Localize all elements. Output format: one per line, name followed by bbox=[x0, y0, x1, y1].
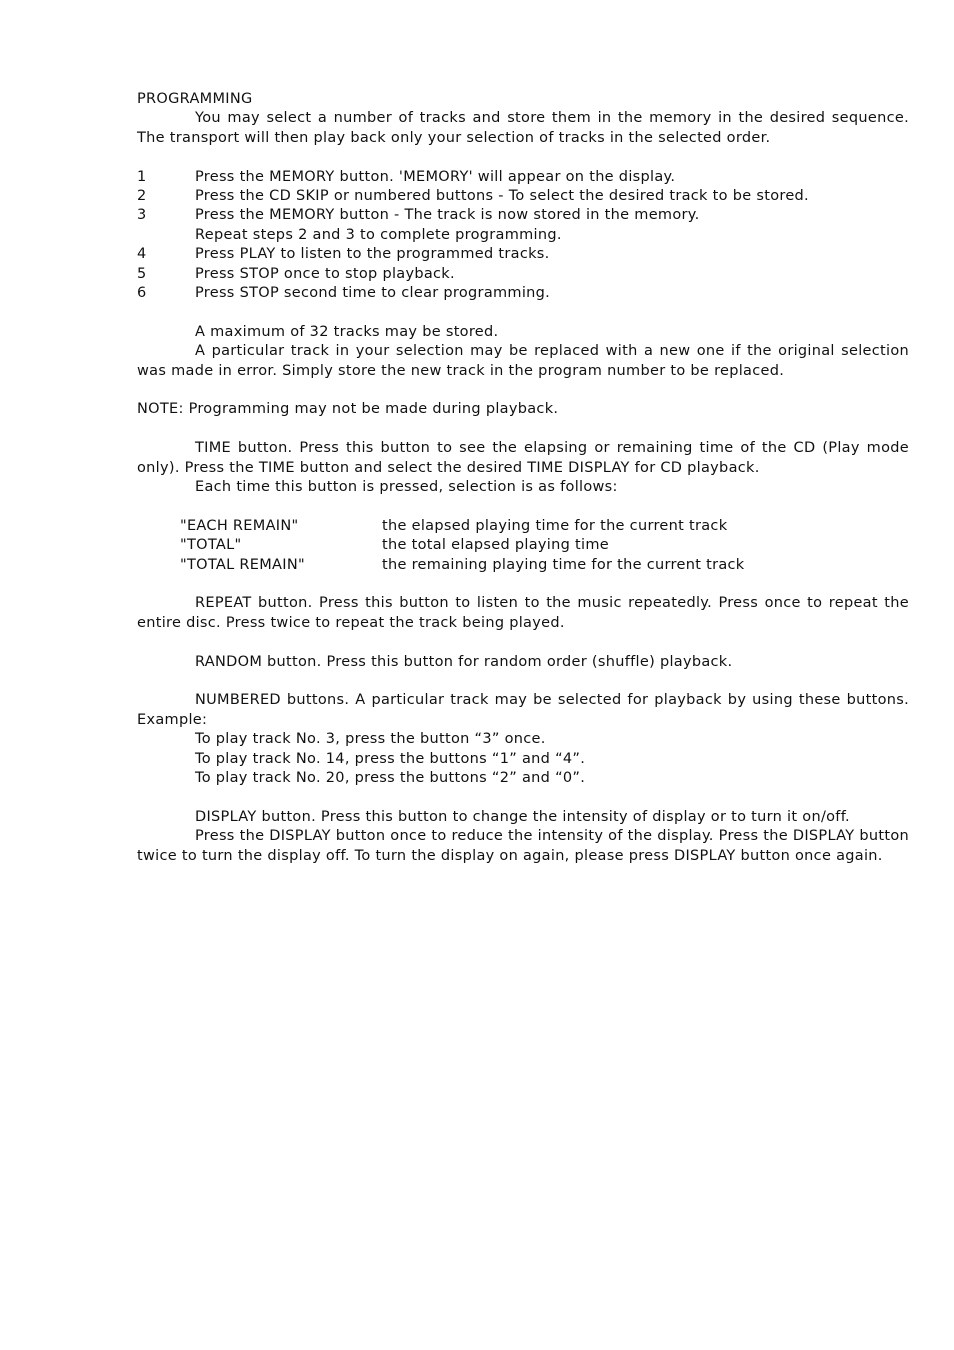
example-line: To play track No. 3, press the button “3” once. bbox=[195, 731, 546, 748]
random-button-paragraph: RANDOM button. Press this button for random order (shuffle) playback. bbox=[195, 653, 733, 670]
time-button-paragraph: TIME button. Press this button to see the elapsing or remaining time of the CD (Play mode only). Press the TIME button and select the desired TIME DISPLAY for CD playback. bbox=[137, 440, 909, 476]
intro-paragraph: You may select a number of tracks and store them in the memory in the desired sequence. The transport will then play back only your selection of tracks in the selected order. bbox=[137, 110, 909, 146]
display-detail-paragraph: Press the DISPLAY button once to reduce the intensity of the display. Press the DISPLAY button twice to turn the display off. To turn the display on again, please press DISPLAY button once again. bbox=[137, 828, 909, 864]
step-number: 1 bbox=[137, 168, 147, 185]
step-text: Press the CD SKIP or numbered buttons - To select the desired track to be stored. bbox=[195, 188, 809, 205]
time-mode-description: the remaining playing time for the current track bbox=[382, 556, 745, 573]
time-mode-label: "EACH REMAIN" bbox=[180, 517, 299, 534]
step-text: Repeat steps 2 and 3 to complete programming. bbox=[195, 226, 562, 243]
step-list bbox=[137, 168, 909, 304]
time-selection-intro: Each time this button is pressed, selection is as follows: bbox=[195, 479, 618, 496]
step-number: 5 bbox=[137, 265, 147, 282]
step-text: Press the MEMORY button. 'MEMORY' will appear on the display. bbox=[195, 168, 676, 185]
numbered-buttons-paragraph: NUMBERED buttons. A particular track may be selected for playback by using these buttons. Example: bbox=[137, 692, 909, 728]
programming-note: NOTE: Programming may not be made during playback. bbox=[137, 401, 559, 418]
section-heading: PROGRAMMING bbox=[137, 91, 253, 107]
example-line: To play track No. 14, press the buttons “1” and “4”. bbox=[195, 750, 586, 767]
step-number: 2 bbox=[137, 188, 147, 205]
step-text: Press STOP second time to clear programming. bbox=[195, 285, 551, 302]
step-text: Press the MEMORY button - The track is now stored in the memory. bbox=[195, 207, 700, 224]
step-text: Press STOP once to stop playback. bbox=[195, 265, 455, 282]
time-mode-description: the total elapsed playing time bbox=[382, 537, 609, 554]
time-mode-label: "TOTAL" bbox=[180, 537, 242, 554]
example-line: To play track No. 20, press the buttons “2” and “0”. bbox=[195, 770, 586, 787]
time-mode-description: the elapsed playing time for the current track bbox=[382, 517, 728, 534]
step-item bbox=[137, 245, 909, 264]
step-number bbox=[137, 226, 195, 245]
step-item bbox=[137, 206, 909, 225]
step-item bbox=[137, 265, 909, 284]
step-item bbox=[137, 226, 909, 245]
step-number: 4 bbox=[137, 246, 147, 263]
step-number: 6 bbox=[137, 285, 147, 302]
time-mode-label: "TOTAL REMAIN" bbox=[180, 556, 305, 573]
time-mode-table bbox=[137, 517, 909, 575]
time-mode-row bbox=[180, 517, 909, 536]
step-item bbox=[137, 187, 909, 206]
manual-page bbox=[137, 90, 909, 866]
step-number: 3 bbox=[137, 207, 147, 224]
display-button-paragraph: DISPLAY button. Press this button to change the intensity of display or to turn it on/off. bbox=[195, 808, 850, 825]
step-item bbox=[137, 168, 909, 187]
time-mode-row bbox=[180, 536, 909, 555]
max-tracks-note: A maximum of 32 tracks may be stored. bbox=[195, 323, 499, 340]
replace-paragraph: A particular track in your selection may be replaced with a new one if the original selection was made in error. Simply store the new track in the program number to be replaced. bbox=[137, 343, 909, 379]
repeat-button-paragraph: REPEAT button. Press this button to listen to the music repeatedly. Press once to repeat the entire disc. Press twice to repeat the track being played. bbox=[137, 595, 909, 631]
step-text: Press PLAY to listen to the programmed tracks. bbox=[195, 246, 550, 263]
step-item bbox=[137, 284, 909, 303]
time-mode-row bbox=[180, 556, 909, 575]
